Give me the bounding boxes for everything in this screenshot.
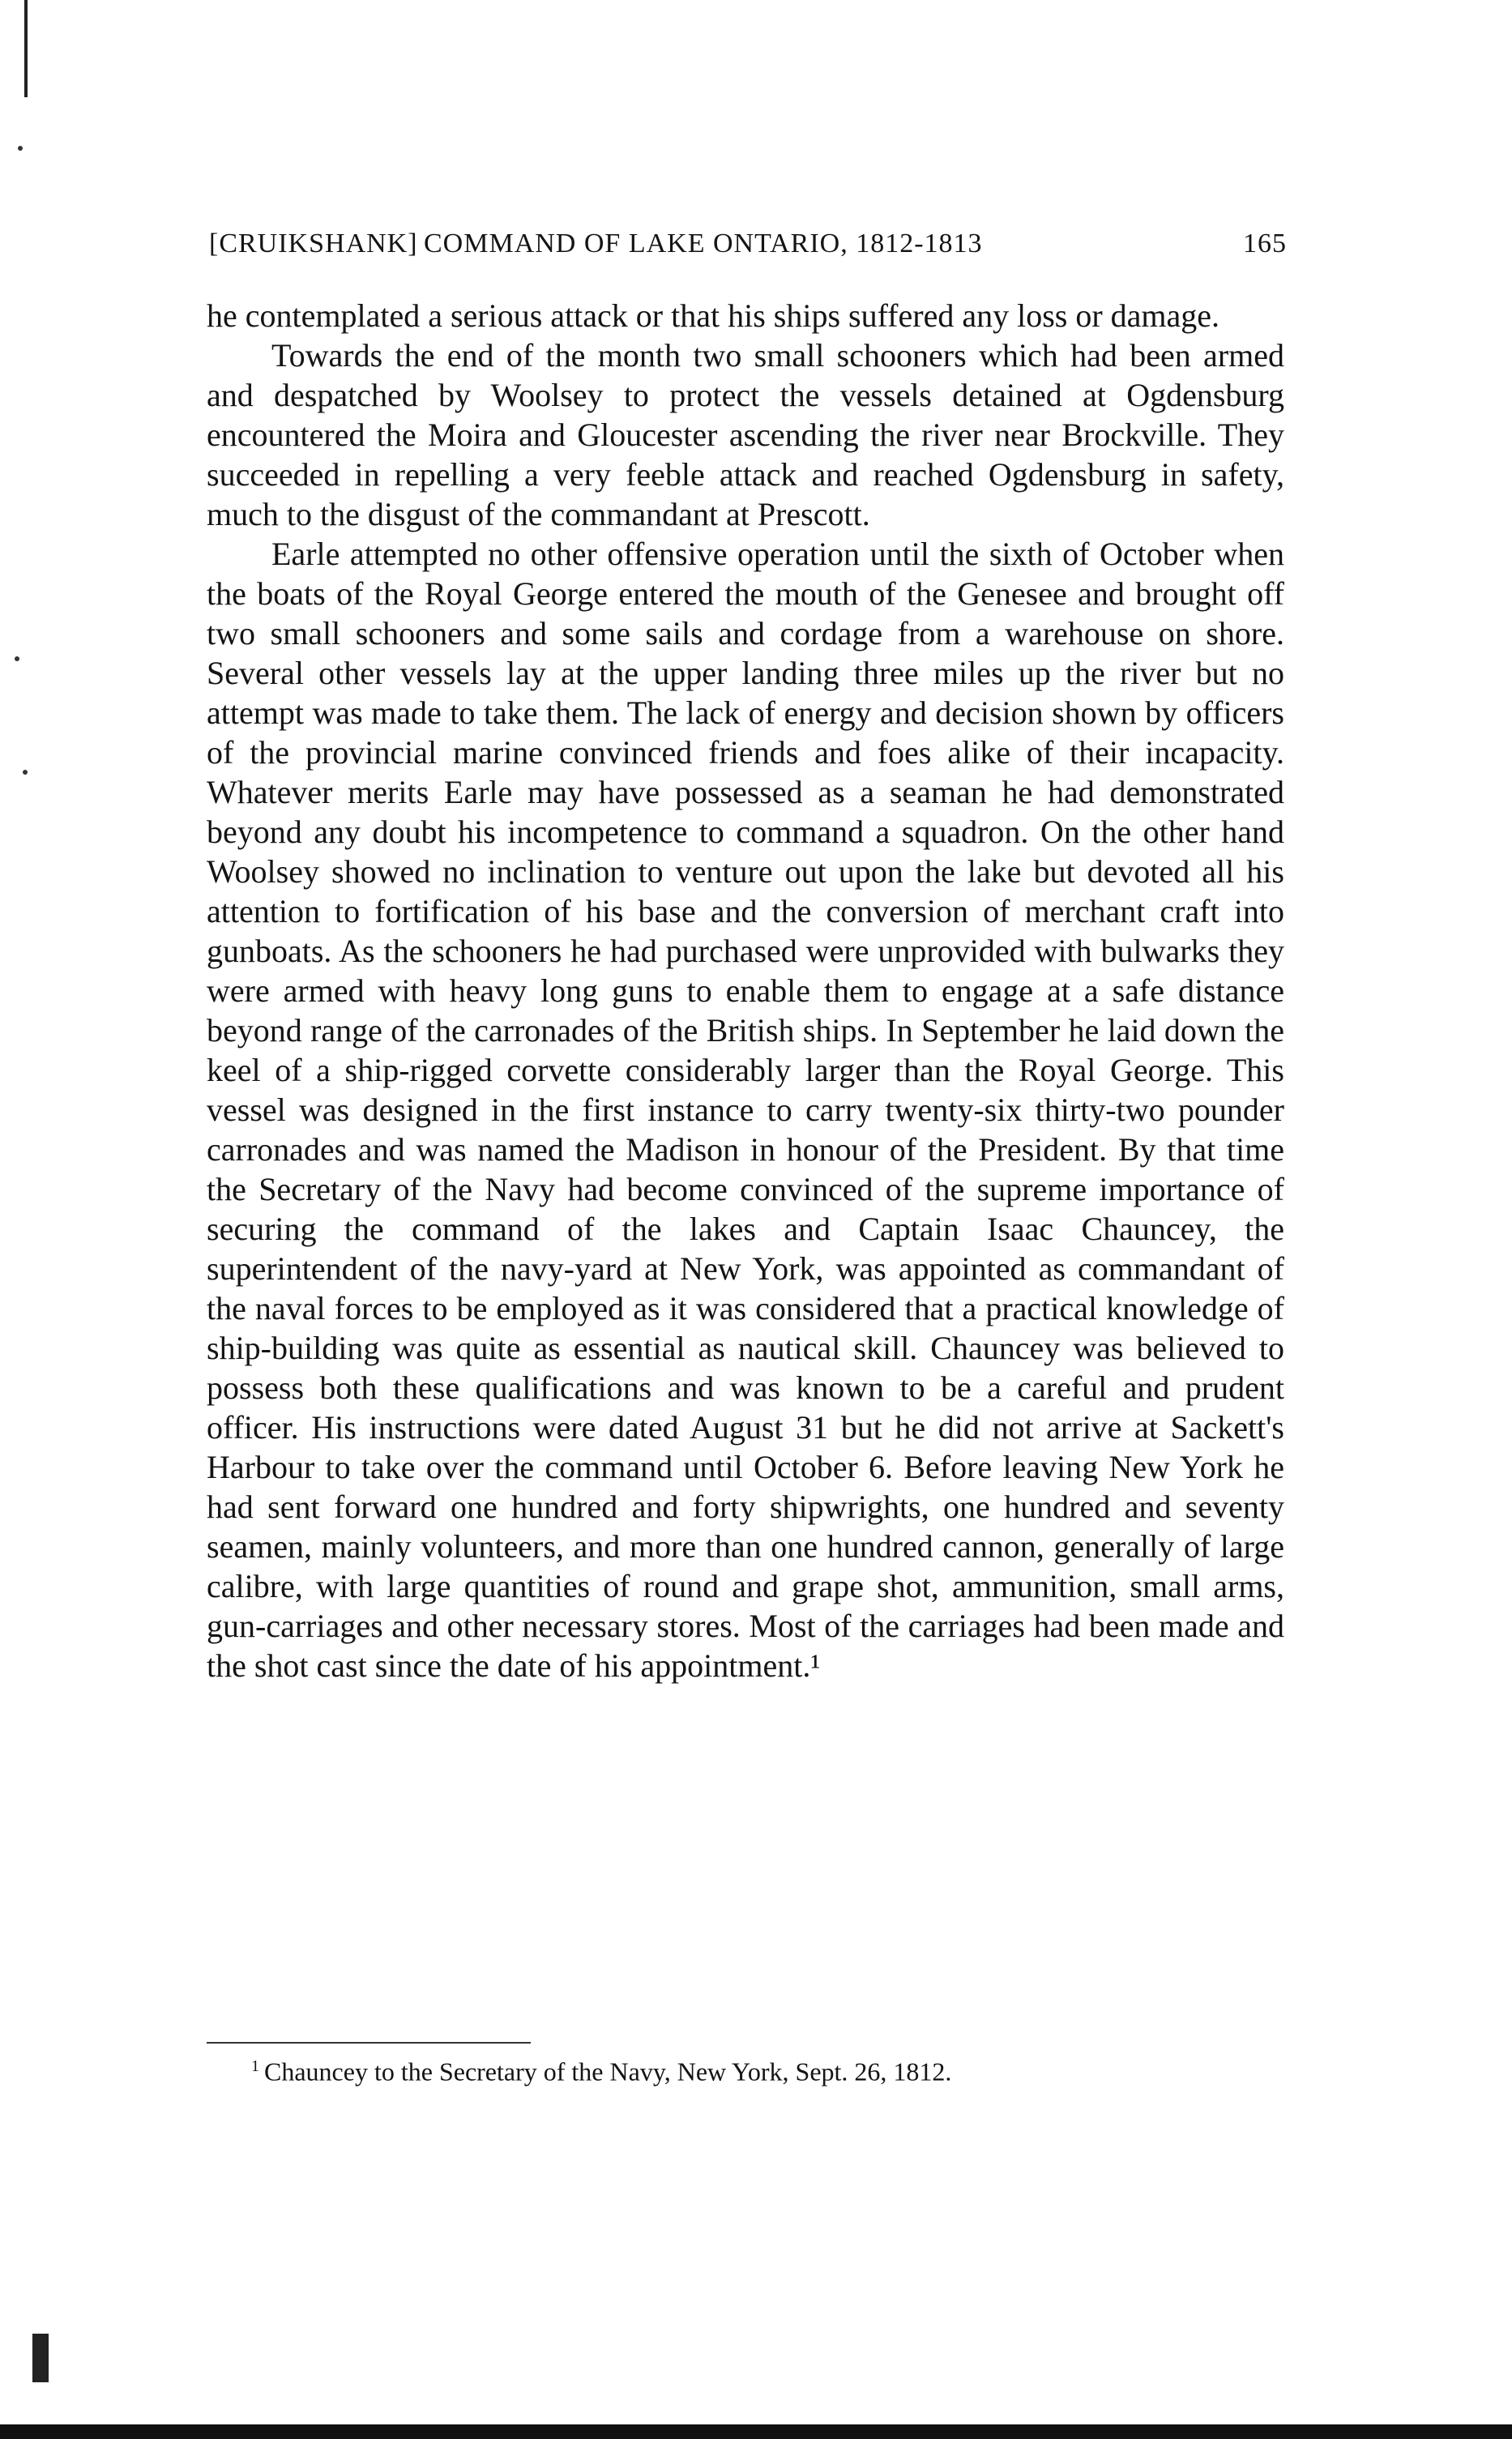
paragraph: Towards the end of the month two small schooners which had been armed and despatched by Woolsey to protect the vessels detained at Ogdensburg encountered the Moira and Gloucester ascending the river near Brockville. They succeeded in repelling a very feeble attack and reached Ogdensburg in safety, much to the disgust of the commandant at Prescott. xyxy=(207,337,1284,532)
paragraph: he contemplated a serious attack or that his ships suffered any loss or damage. xyxy=(207,297,1220,334)
body-text xyxy=(207,296,1284,1685)
running-head: [CRUIKSHANK] xyxy=(209,229,418,258)
page-header xyxy=(209,229,1287,269)
paragraph: Earle attempted no other offensive operation until the sixth of October when the boats of the Royal George entered the mouth of the Genesee and brought off two small schooners and some sails and cordage from a warehouse on shore. Several other vessels lay at the upper landing three miles up the river but no attempt was made to take them. The lack of energy and decision shown by officers of the provincial marine convinced friends and foes alike of their incapacity. Whatever merits Earle may have possessed as a seaman he had demonstrated beyond any doubt his incompetence to command a squadron. On the other hand Woolsey showed no inclination to venture out upon the lake but devoted all his attention to fortification of his base and the conversion of merchant craft into gunboats. As the schooners he had purchased were unprovided with bulwarks they were armed with heavy long guns to enable them to engage at a safe distance beyond range of the carronades of the British ships. In September he laid down the keel of a ship-rigged corvette considerably larger than the Royal George. This vessel was designed in the first instance to carry twenty-six thirty-two pounder carronades and was named the Madison in honour of the President. By that time the Secretary of the Navy had become convinced of the supreme importance of securing the command of the lakes and Captain Isaac Chauncey, the superintendent of the navy-yard at New York, was appointed as commandant of the naval forces to be employed as it was considered that a practical knowledge of ship-building was quite as essential as nautical skill. Chauncey was believed to possess both these qualifications and was known to be a careful and prudent officer. His instructions were dated August 31 but he did not arrive at Sackett's Harbour to take over the command until October 6. Before leaving New York he had sent forward one hundred and forty shipwrights, one hundred and seventy seamen, mainly volunteers, and more than one hundred cannon, generally of large calibre, with large quantities of round and grape shot, ammunition, small arms, gun-carriages and other necessary stores. Most of the carriages had been made and the shot cast since the date of his appointment.¹ xyxy=(207,536,1284,1684)
footnote-rule xyxy=(207,2042,531,2044)
scan-speck xyxy=(18,146,23,151)
page-title: COMMAND OF LAKE ONTARIO, 1812-1813 xyxy=(424,229,983,258)
scan-bottom-edge xyxy=(0,2424,1512,2439)
scan-corner-mark xyxy=(32,2334,49,2382)
footnote-mark: 1 xyxy=(251,2057,259,2075)
scan-speck xyxy=(23,770,28,775)
page-number: 165 xyxy=(1243,229,1287,258)
scan-speck xyxy=(15,656,19,661)
scan-edge-mark xyxy=(24,0,28,97)
footnote xyxy=(251,2050,1272,2088)
footnote-text: Chauncey to the Secretary of the Navy, New York, Sept. 26, 1812. xyxy=(264,2057,952,2087)
